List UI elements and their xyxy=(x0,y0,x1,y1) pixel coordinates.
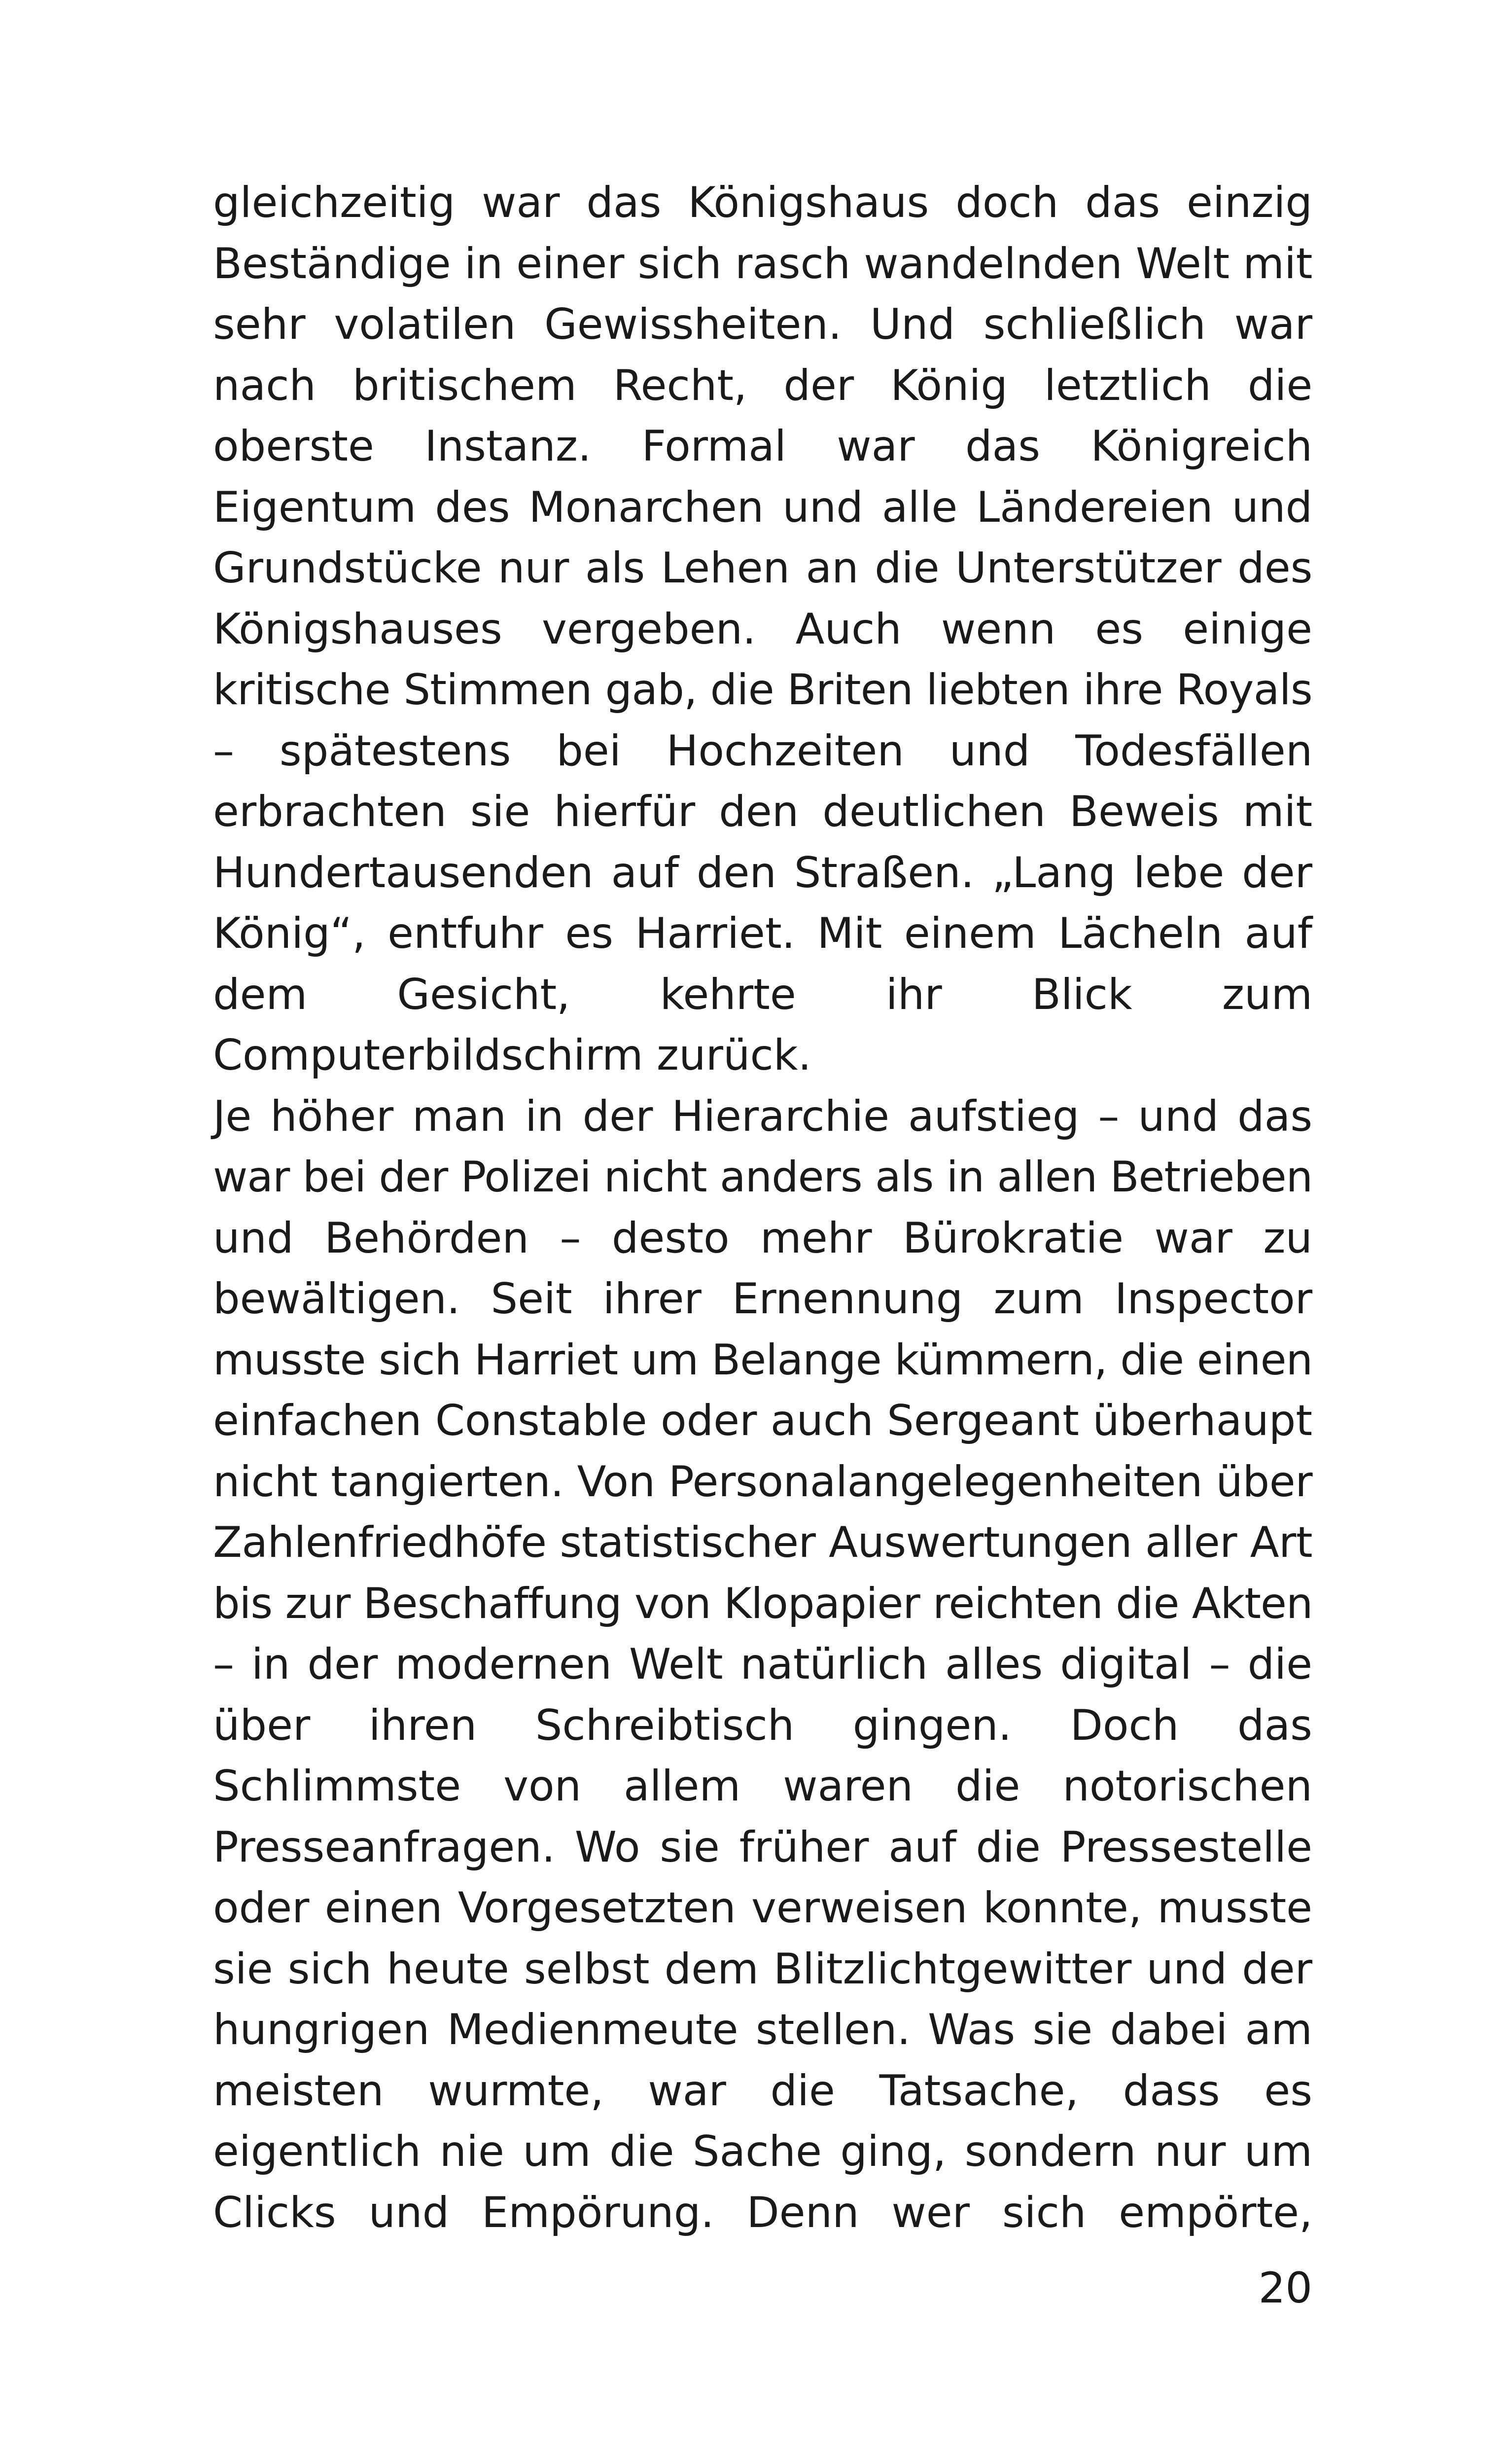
text-line: über ihren Schreibtisch gingen. Doch das xyxy=(213,1700,1312,1750)
text-line: gleichzeitig war das Königshaus doch das einzig xyxy=(213,178,1312,227)
text-line: – in der modernen Welt natürlich alles digital – die xyxy=(213,1640,1312,1689)
text-line: Grundstücke nur als Lehen an die Unterstützer des xyxy=(213,543,1313,593)
text-line: meisten wurmte, war die Tatsache, dass es xyxy=(213,2066,1312,2116)
body-text xyxy=(213,173,1312,2243)
text-line: Beständige in einer sich rasch wandelnden Welt mit xyxy=(213,239,1313,288)
text-line: erbrachten sie hierfür den deutlichen Beweis mit xyxy=(213,787,1313,836)
text-line: Presseanfragen. Wo sie früher auf die Pressestelle xyxy=(213,1822,1312,1872)
text-line: sehr volatilen Gewissheiten. Und schließlich war xyxy=(213,300,1312,349)
text-line: sie sich heute selbst dem Blitzlichtgewitter und der xyxy=(213,1944,1312,1994)
text-line: Computerbildschirm zurück. xyxy=(213,1031,811,1080)
page-number: 20 xyxy=(1258,2264,1312,2313)
text-line: eigentlich nie um die Sache ging, sondern nur um xyxy=(213,2127,1313,2176)
text-line: einfachen Constable oder auch Sergeant überhaupt xyxy=(213,1396,1313,1445)
text-line: Königshauses vergeben. Auch wenn es einige xyxy=(213,604,1312,654)
text-line: Clicks und Empörung. Denn wer sich empörte, xyxy=(213,2188,1313,2237)
text-line: kritische Stimmen gab, die Briten liebten ihre Royals xyxy=(213,665,1312,715)
paragraph-1 xyxy=(213,173,1312,1086)
text-line: dem Gesicht, kehrte ihr Blick zum xyxy=(213,970,1313,1019)
text-line: bewältigen. Seit ihrer Ernennung zum Inspector xyxy=(213,1274,1313,1324)
text-line: und Behörden – desto mehr Bürokratie war zu xyxy=(213,1213,1313,1263)
text-line: musste sich Harriet um Belange kümmern, die einen xyxy=(213,1335,1313,1385)
text-line: oder einen Vorgesetzten verweisen konnte, musste xyxy=(213,1883,1313,1933)
text-line: Je höher man in der Hierarchie aufstieg – und das xyxy=(213,1091,1313,1141)
text-line: Schlimmste von allem waren die notorischen xyxy=(213,1762,1313,1811)
text-line: – spätestens bei Hochzeiten und Todesfällen xyxy=(213,726,1313,776)
text-line: nicht tangierten. Von Personalangelegenheiten über xyxy=(213,1457,1313,1507)
text-line: oberste Instanz. Formal war das Königreich xyxy=(213,422,1313,471)
text-line: Eigentum des Monarchen und alle Ländereien und xyxy=(213,482,1313,532)
text-line: bis zur Beschaffung von Klopapier reichten die Akten xyxy=(213,1579,1313,1628)
text-line: Hundertausenden auf den Straßen. „Lang lebe der xyxy=(213,848,1312,898)
text-line: war bei der Polizei nicht anders als in allen Betrieben xyxy=(213,1152,1313,1202)
text-line: König“, entfuhr es Harriet. Mit einem Lächeln auf xyxy=(213,909,1312,958)
text-line: nach britischem Recht, der König letztlich die xyxy=(213,360,1313,410)
paragraph-2 xyxy=(213,1086,1312,2244)
text-line: hungrigen Medienmeute stellen. Was sie dabei am xyxy=(213,2005,1312,2054)
text-line: Zahlenfriedhöfe statistischer Auswertungen aller Art xyxy=(213,1518,1312,1567)
